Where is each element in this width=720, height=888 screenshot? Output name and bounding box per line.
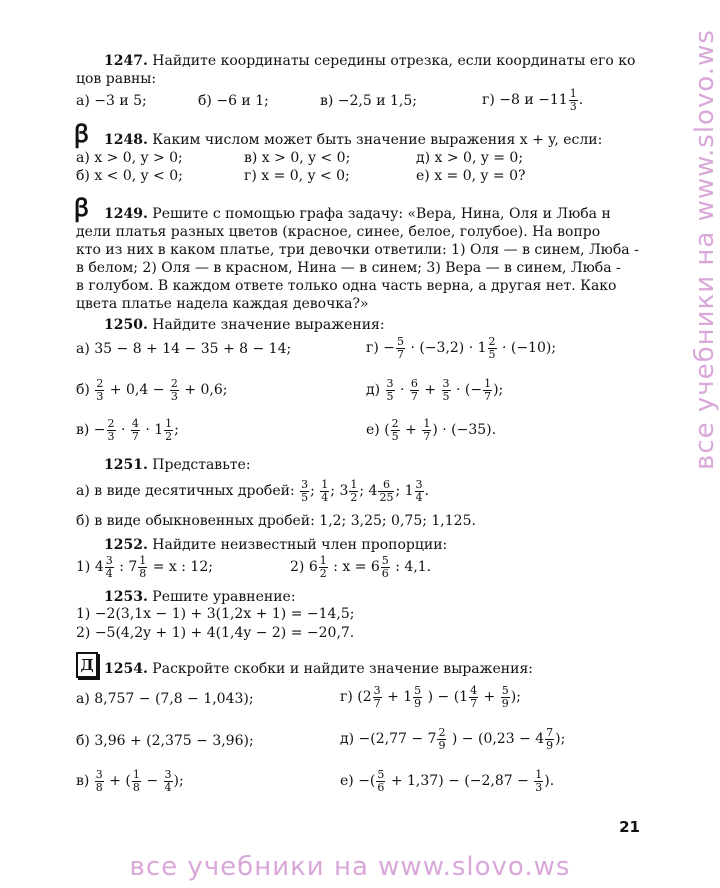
problem-1247-line2: цов равны: (76, 71, 157, 87)
problem-1253-title (104, 588, 296, 606)
problem-1247-b: б) −6 и 1; (198, 93, 269, 109)
problem-1250-b: б) $\frac{2}{3}$ + 0,4 − $\frac{2}{3}$ + 0,6; (76, 376, 228, 403)
problem-1251-title (104, 456, 251, 474)
problem-text: Решите с помощью графа задачу: «Вера, Нина, Оля и Люба н (152, 206, 611, 222)
problem-1253-2: 2) −5(4,2y + 1) + 4(1,4y − 2) = −20,7. (76, 625, 355, 641)
problem-1250-c: в) − $\frac{2}{3}$ · $\frac{4}{7}$ · 1 $\frac{1}{2}$ ; (76, 416, 179, 443)
problem-number: 1248. (104, 132, 148, 148)
problem-1251-a: а) в виде десятичных дробей: $\frac{3}{5}$ ; $\frac{1}{4}$ ; 3 $\frac{1}{2}$ ; 4 $\frac{6}{25}$ ; 1 $\frac{3}{4}$ . (76, 477, 429, 504)
problem-1249-line3: кто из них в каком платье, три девочки ответили: 1) Оля — в синем, Люба - (76, 242, 639, 258)
problem-1251-b: б) в виде обыкновенных дробей: 1,2; 3,25; 0,75; 1,125. (76, 513, 476, 529)
problem-text: Найдите значение выражения: (152, 317, 385, 333)
fraction: $\frac{1}{3}$ (569, 86, 577, 113)
difficulty-mark-icon: ꞵ (74, 119, 90, 148)
problem-text: Найдите неизвестный член пропорции: (152, 537, 448, 553)
problem-1250-a: а) 35 − 8 + 14 − 35 + 8 − 14; (76, 341, 292, 357)
problem-1248-f: е) x = 0, y = 0? (416, 168, 526, 184)
problem-number: 1250. (104, 317, 148, 333)
problem-number: 1252. (104, 537, 148, 553)
problem-number: 1249. (104, 206, 148, 222)
problem-1248-c: в) x > 0, y < 0; (244, 150, 351, 166)
problem-1254-title (104, 660, 533, 678)
problem-1253-1: 1) −2(3,1x − 1) + 3(1,2x + 1) = −14,5; (76, 606, 355, 622)
problem-1249-line4: в белом; 2) Оля — в красном, Нина — в синем; 3) Вера — в синем, Люба - (76, 260, 621, 276)
problem-1254-b: б) 3,96 + (2,375 − 3,96); (76, 733, 254, 749)
problem-text: Каким числом может быть значение выражения x + y, если: (152, 132, 603, 148)
problem-1252-2: 2) 6 $\frac{1}{2}$ : x = 6 $\frac{5}{6}$ : 4,1. (290, 553, 432, 580)
problem-text: Представьте: (152, 457, 251, 473)
problem-1247-line1 (104, 52, 635, 70)
problem-1250-g: г) − $\frac{5}{7}$ · (−3,2) · 1 $\frac{2}{5}$ · (−10); (366, 334, 557, 361)
problem-1254-a: а) 8,757 − (7,8 − 1,043); (76, 691, 254, 707)
problem-1249-line5: в голубом. В каждом ответе только одна часть верна, а другая нет. Како (76, 278, 617, 294)
problem-1247-c: в) −2,5 и 1,5; (320, 93, 418, 109)
problem-1248-line (104, 131, 602, 149)
difficulty-mark-icon: ꞵ (74, 193, 90, 222)
problem-1248-b: б) x < 0, y < 0; (76, 168, 183, 184)
watermark-bottom: все учебники на www.slovo.ws (129, 852, 571, 882)
problem-1248-d: г) x = 0, y < 0; (244, 168, 350, 184)
problem-1254-g: г) (2 $\frac{3}{7}$ + 1 $\frac{5}{9}$ ) − (1 $\frac{4}{7}$ + $\frac{5}{9}$ ); (340, 683, 521, 710)
problem-1248-a: а) x > 0, y > 0; (76, 150, 183, 166)
problem-number: 1247. (104, 53, 148, 69)
problem-text: Раскройте скобки и найдите значение выражения: (152, 661, 534, 677)
problem-text: Решите уравнение: (152, 589, 296, 605)
problem-1250-e: е) ( $\frac{2}{5}$ + $\frac{1}{7}$ ) · (−35). (366, 416, 497, 443)
problem-1249-line1 (104, 205, 611, 223)
problem-1249-line6: цвета платье надела каждая девочка?» (76, 296, 369, 312)
problem-1247-d: г) −8 и −11 $\frac{1}{3}$ . (482, 86, 584, 113)
problem-number: 1254. (104, 661, 148, 677)
problem-number: 1253. (104, 589, 148, 605)
problem-1254-c: в) $\frac{3}{8}$ + ( $\frac{1}{8}$ − $\frac{3}{4}$ ); (76, 767, 184, 794)
problem-number: 1251. (104, 457, 148, 473)
watermark-side: все учебники на www.slovo.ws (690, 29, 720, 470)
homework-d-icon: Д (76, 652, 98, 678)
problem-1248-e: д) x > 0, y = 0; (416, 150, 524, 166)
problem-1252-1: 1) 4 $\frac{3}{4}$ : 7 $\frac{1}{8}$ = x : 12; (76, 553, 213, 580)
problem-1250-title (104, 316, 385, 334)
problem-text: Найдите координаты середины отрезка, если координаты его ко (152, 53, 636, 69)
problem-1249-line2: дели платья разных цветов (красное, синее, белое, голубое). На вопро (76, 224, 601, 240)
problem-1247-a: а) −3 и 5; (76, 93, 147, 109)
problem-1254-d: д) −(2,77 − 7 $\frac{2}{9}$ ) − (0,23 − 4 $\frac{7}{9}$ ); (340, 725, 566, 752)
problem-1254-e: е) −( $\frac{5}{6}$ + 1,37) − (−2,87 − $\frac{1}{3}$ ). (340, 767, 555, 794)
page-number: 21 (619, 818, 640, 836)
problem-1250-d: д) $\frac{3}{5}$ · $\frac{6}{7}$ + $\frac{3}{5}$ · (− $\frac{1}{7}$ ); (366, 376, 504, 403)
